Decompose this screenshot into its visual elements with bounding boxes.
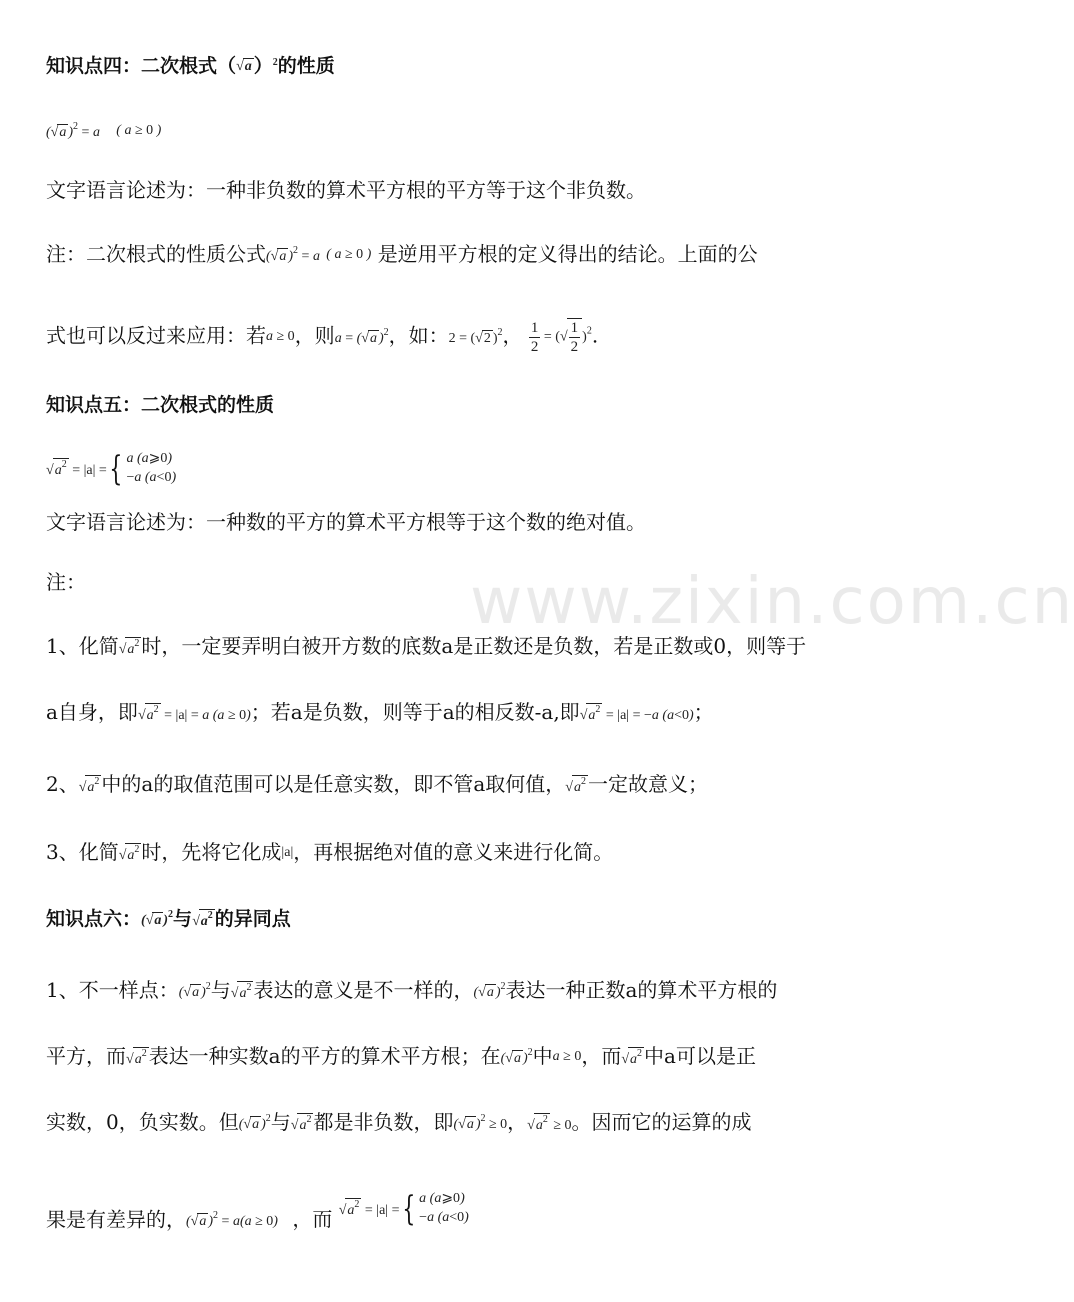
section-5-point-1-line2: a自身，即$√a^2 = |a| = a$ (a ≥ 0)；若a是负数，则等于a的相反数-a,即$√a^2 = |a| = -a$ (a<0)；	[46, 700, 714, 724]
formula-result-1: (√a )$^2$ = a(a ≥ 0)	[186, 1210, 278, 1230]
section-6-point-1-line2: 平方，而$√a^2$ 表达一种实数a的平方的算术平方根；在(√a )$^2$中a ≥ 0，而$√a^2$ 中a可以是正	[46, 1044, 756, 1068]
section-4-desc: 文字语言论述为：一种非负数的算术平方根的平方等于这个非负数。	[46, 178, 646, 202]
formula-sqrt-a-squared: (√a )$^2$	[238, 1113, 271, 1133]
cases-brace: { a (a⩾0) −a (a<0)	[401, 1188, 469, 1229]
cases-brace: { a (a⩾0) −a (a<0)	[109, 448, 177, 489]
section-4-title: 知识点四：二次根式（√a ）2的性质	[46, 55, 335, 77]
formula-nonneg-2: $√a^2 \ge 0$	[527, 1113, 572, 1133]
section-4-note-line1: 注：二次根式的性质公式(√a )$^2$ = a ( a ≥ 0 ) 是逆用平方根的定义得出的结论。上面的公	[46, 242, 758, 266]
formula-sqrt-a2: $√a^2$	[118, 637, 140, 657]
formula-sqrt-a2: $√a^2 = |a|$ =	[46, 458, 107, 478]
formula-inline: (√a )$^2$ = a	[266, 245, 320, 265]
formula-sqrt-a-squared: (√a )$^2$	[141, 909, 174, 929]
formula-sqrt-a-squared: (√a )$^2$	[473, 981, 506, 1001]
section-5-note-label: 注：	[46, 570, 86, 594]
section-5-desc: 文字语言论述为：一种数的平方的算术平方根等于这个数的绝对值。	[46, 510, 646, 534]
formula-sqrt-a-squared: (√a )$^2$	[178, 981, 211, 1001]
formula-sqrt-a2: $√a^2$	[565, 775, 586, 795]
formula-sqrt-a-squared: (√a )$^2$ = a	[46, 121, 100, 141]
section-6-point-1-line3: 实数，0，负实数。但(√a )$^2$与$√a^2$ 都是非负数，即(√a )$^2$ ≥ 0，$√a^2 \ge 0$。因而它的运算的成	[46, 1110, 752, 1134]
formula-sqrt-a-squared: (√a )$^2$	[500, 1047, 533, 1067]
section-5-title: 知识点五：二次根式的性质	[46, 394, 275, 416]
section-6-point-1-line4: 果是有差异的，(√a )$^2$ = a(a ≥ 0) ，而 $√a^2 = |a|$ ={ a (a⩾0) −a (a<0)	[46, 1188, 469, 1232]
formula-sqrt-a2: $√a^2$	[78, 775, 100, 795]
formula-example-half: $\frac{1}{2}$ = (√ $\frac{1}{2}$ )$^2$	[530, 320, 592, 355]
exponent-2: 2	[272, 57, 278, 68]
formula-positive-case: $√a^2 = |a| = a$ (a ≥ 0)	[137, 703, 251, 723]
formula-sqrt-a2: $√a^2$	[126, 1047, 147, 1067]
formula-sqrt-a2: $√a^2$	[290, 1113, 312, 1133]
formula-sqrt-a2: $√a^2$	[621, 1047, 643, 1067]
formula-sqrt-a: √a	[236, 58, 252, 74]
formula-result-2: $√a^2 = |a|$ =	[338, 1199, 400, 1219]
formula-inline: a = (√a )$^2$	[334, 326, 389, 346]
section-5-point-3: 3、化简$√a^2$ 时，先将它化成|a|，再根据绝对值的意义来进行化简。	[46, 840, 614, 864]
section-4-note-line2: 式也可以反过来应用：若a ≥ 0，则a = (√a )$^2$，如：2 = (√2 )$^2$， $\frac{1}{2}$ = (√ $\frac{1}{2}$ )$^2$.	[46, 320, 599, 355]
watermark: www.zixin.com.cn	[470, 565, 1074, 639]
formula-sqrt-a2: $√a^2$	[192, 909, 213, 929]
title-text: 知识点四：二次根式（	[46, 55, 237, 77]
formula-negative-case: $√a^2 = |a| = -a$ (a<0)	[579, 703, 694, 723]
formula-condition: ( a ≥ 0 )	[326, 247, 372, 263]
section-5-point-1-line1: 1、化简$√a^2$ 时，一定要弄明白被开方数的底数a是正数还是负数，若是正数或0，则等于	[46, 634, 807, 658]
section-5-point-2: 2、$√a^2$ 中的a的取值范围可以是任意实数，即不管a取何值，$√a^2$ 一定故意义；	[46, 772, 708, 796]
formula-nonneg-1: (√a )$^2$ ≥ 0	[453, 1113, 508, 1133]
formula-sqrt-a2: $√a^2$	[230, 981, 252, 1001]
formula-condition: ( a ≥ 0 )	[116, 123, 162, 139]
formula-abs-a: |a|	[281, 845, 294, 861]
title-text: 的性质	[277, 55, 335, 77]
formula-sqrt-a2: $√a^2$	[118, 843, 140, 863]
section-6-point-1-line1: 1、不一样点：(√a )$^2$与$√a^2$ 表达的意义是不一样的，(√a )$^2$表达一种正数a的算术平方根的	[46, 978, 778, 1002]
formula-condition: a ≥ 0	[266, 328, 295, 344]
formula-example-2: 2 = (√2 )$^2$	[448, 326, 503, 346]
section-6-title: 知识点六：(√a )$^2$与$√a^2$ 的异同点	[46, 908, 291, 930]
formula-condition: a ≥ 0	[552, 1049, 582, 1065]
formula-abs-cases	[46, 450, 880, 488]
formula-line	[46, 118, 880, 142]
